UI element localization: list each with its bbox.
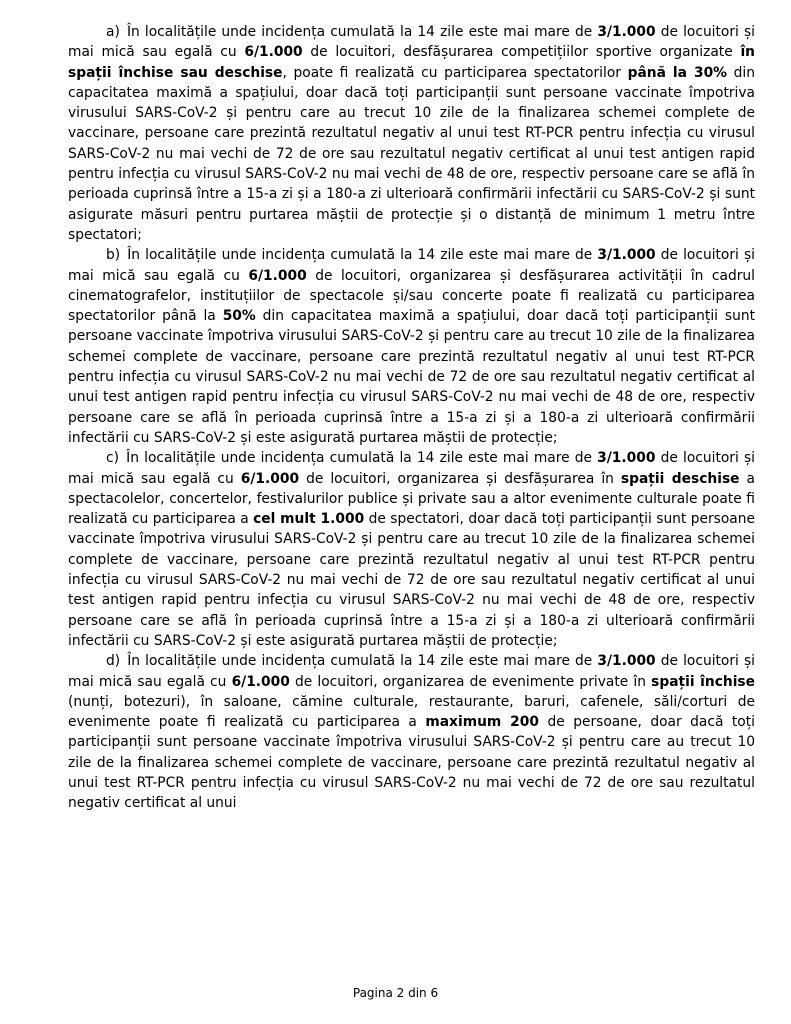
text-run: de spectatori, doar dacă toți participanții sunt persoane vaccinate împotriva virusului SARS-CoV-2 și pentru care au trecut 10 zile de la finalizarea schemei complete de vaccinare, persoane care prezintă rezultatul negativ al unui test RT-PCR pentru infecția cu virusul SARS-CoV-2 nu mai vechi de 72 de ore sau rezultatul negativ certificat al unui test antigen rapid pentru infecția cu virusul SARS-CoV-2 nu mai vechi de 48 de ore, respectiv persoane care se află în perioada cuprinsă între a 15-a zi și a 180-a zi ulterioară confirmării infectării cu SARS-CoV-2 și este asigurată purtarea măștii de protecție; [68,511,755,649]
bold-text: cel mult 1.000 [253,511,365,528]
text-run: de locuitori, organizarea și desfășurarea în [299,470,621,487]
bold-text: spații deschise [620,470,740,487]
text-run: În localitățile unde incidența cumulată la 14 zile este mai mare de [126,24,598,40]
paragraph-letter: a) [106,24,120,40]
text-run: (nunți, botezuri), în saloane, cămine culturale, restaurante, baruri, cafenele, săli/corturi de evenimente poate fi realizată cu participarea a [68,693,755,731]
text-run: de locuitori și mai mică sau egală cu [68,653,755,690]
bold-text: 6/1.000 [244,44,303,61]
bold-text: 3/1.000 [597,450,656,467]
document-body [68,22,755,814]
text-run: de locuitori și mai mică sau egală cu [68,24,756,61]
text-run: din capacitatea maximă a spațiului, doar dacă toți participanții sunt persoane vaccinate împotriva virusului SARS-CoV-2 și pentru care au trecut 10 zile de la finalizarea schemei complete de vaccinare, persoane care prezintă rezultatul negativ al unui test RT-PCR pentru infecția cu virusul SARS-CoV-2 nu mai vechi de 72 de ore sau rezultatul negativ certificat al unui test antigen rapid pentru infecția cu virusul SARS-CoV-2 nu mai vechi de 48 de ore, respectiv persoane care se află în perioada cuprinsă între a 15-a zi și a 180-a zi ulterioară confirmării infectării cu SARS-CoV-2 și sunt asigurate măsuri pentru purtarea măștii de protecție și o distanță de minimum 1 metru între spectatori; [68,64,755,243]
text-run: de persoane, doar dacă toți participanții sunt persoane vaccinate împotriva virusului SARS-CoV-2 și pentru care au trecut 10 zile de la finalizarea schemei complete de vaccinare, persoane care prezintă rezultatul negativ al unui test RT-PCR pentru infecția cu virusul SARS-CoV-2 nu mai vechi de 72 de ore sau rezultatul negativ certificat al unui [68,714,755,812]
bold-text: 6/1.000 [248,267,307,284]
bold-text: spații închise [651,673,756,690]
text-run: În localitățile unde incidența cumulată la 14 zile este mai mare de [126,450,598,467]
text-run: În localitățile unde incidența cumulată la 14 zile este mai mare de [127,653,598,670]
bold-text: în spații închise sau deschise [68,44,755,81]
bold-text: 3/1.000 [597,24,656,40]
paragraph-letter: c) [106,450,119,467]
bold-text: 3/1.000 [597,247,656,264]
text-run: de locuitori, organizarea și desfășurarea activității în cadrul cinematografelor, instituțiilor de spectacole și/sau concerte poate fi realizată cu participarea spectatorilor până la [68,267,755,325]
paragraph-letter: d) [106,653,121,670]
bold-text: 6/1.000 [240,470,300,487]
text-run: de locuitori, organizarea de evenimente private în [289,673,652,690]
paragraph-c [68,448,755,651]
text-run: de locuitori, desfășurarea competițiilor sportive organizate [302,44,741,61]
bold-text: până la 30% [627,64,728,81]
bold-text: 3/1.000 [597,653,656,670]
text-run: , poate fi realizată cu participarea spectatorilor [282,64,628,81]
paragraph-b [68,245,755,448]
bold-text: 6/1.000 [231,673,290,690]
text-run: de locuitori și mai mică sau egală cu [68,450,755,487]
paragraph-a [68,22,755,245]
page-number: Pagina 2 din 6 [352,986,439,1000]
bold-text: 50% [222,308,256,325]
text-run: În localitățile unde incidența cumulată la 14 zile este mai mare de [127,247,598,264]
paragraph-d [68,651,755,813]
text-run: din capacitatea maximă a spațiului, doar dacă toți participanții sunt persoane vaccinate împotriva virusului SARS-CoV-2 și pentru care au trecut 10 zile de la finalizarea schemei complete de vaccinare, persoane care prezintă rezultatul negativ al unui test RT-PCR pentru infecția cu virusul SARS-CoV-2 nu mai vechi de 72 de ore sau rezultatul negativ certificat al unui test antigen rapid pentru infecția cu virusul SARS-CoV-2 nu mai vechi de 48 de ore, respectiv persoane care se află în perioada cuprinsă între a 15-a zi și a 180-a zi ulterioară confirmării infectării cu SARS-CoV-2 și este asigurată purtarea măștii de protecție; [68,308,756,446]
bold-text: maximum 200 [425,714,539,731]
text-run: a spectacolelor, concertelor, festivalurilor publice și private sau a altor evenimente culturale poate fi realizată cu participarea a [68,470,755,528]
text-run: de locuitori și mai mică sau egală cu [68,247,755,284]
paragraph-letter: b) [106,247,121,264]
page-footer [0,986,791,1000]
